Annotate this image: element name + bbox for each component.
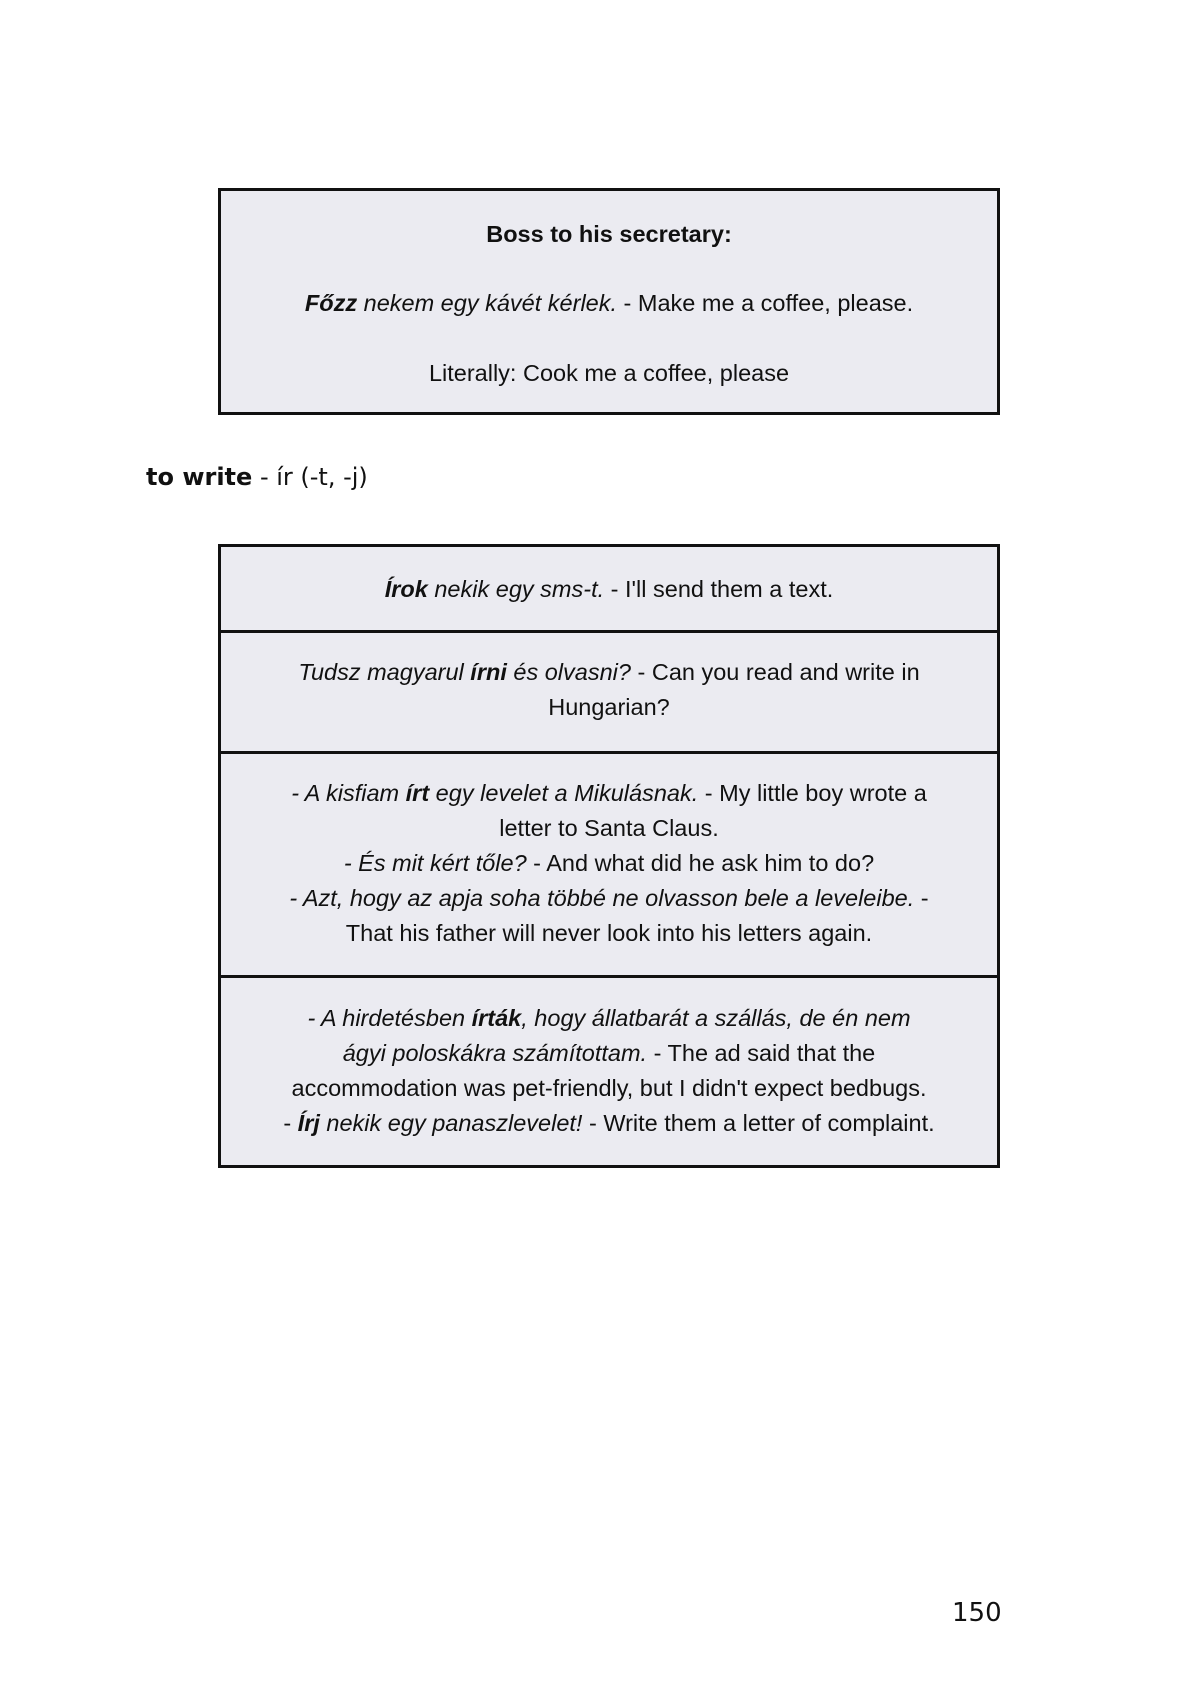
example-verb: Írok	[384, 576, 428, 602]
headword-english: to write	[146, 463, 253, 491]
example-line	[221, 1036, 997, 1071]
example-hungarian: nekik egy sms-t.	[427, 576, 605, 602]
example-translation: Hungarian?	[548, 694, 670, 720]
example-verb: írt	[405, 780, 430, 806]
example-translation: - I'll send them a text.	[604, 576, 834, 602]
example-line	[221, 572, 997, 607]
example-translation: - Can you read and write in	[630, 659, 920, 685]
example-translation: accommodation was pet-friendly, but I didn't expect bedbugs.	[291, 1075, 927, 1101]
example-translation: - And what did he ask him to do?	[526, 850, 875, 876]
example-verb: írni	[470, 659, 507, 685]
example-hungarian: - És mit kért tőle?	[343, 850, 527, 876]
example-table	[218, 544, 1000, 1168]
example-row	[221, 978, 997, 1165]
example-translation: -	[914, 885, 929, 911]
note-title: Boss to his secretary:	[486, 221, 732, 247]
note-example-translation: - Make me a coffee, please.	[617, 290, 914, 316]
example-verb: írták	[471, 1005, 522, 1031]
example-line	[221, 846, 997, 881]
example-line	[221, 776, 997, 811]
note-example-hungarian: nekem egy kávét kérlek.	[357, 290, 618, 316]
example-row	[221, 547, 997, 633]
example-line	[221, 881, 997, 916]
example-line	[221, 1106, 997, 1141]
example-translation: - Write them a letter of complaint.	[582, 1110, 935, 1136]
example-hungarian: Tudsz magyarul	[298, 659, 471, 685]
example-line	[221, 655, 997, 690]
example-dash: -	[283, 1110, 298, 1136]
headword	[146, 463, 368, 491]
example-row	[221, 754, 997, 978]
example-hungarian: - A hirdetésben	[307, 1005, 472, 1031]
example-verb: Írj	[297, 1110, 320, 1136]
example-translation: That his father will never look into his letters again.	[345, 920, 873, 946]
example-translation: - The ad said that the	[647, 1040, 876, 1066]
page-number: 150	[952, 1598, 1002, 1628]
note-box	[218, 188, 1000, 415]
example-translation: - My little boy wrote a	[698, 780, 927, 806]
example-hungarian: nekik egy panaszlevelet!	[319, 1110, 583, 1136]
note-literal: Literally: Cook me a coffee, please	[428, 360, 790, 386]
note-example-verb: Főzz	[304, 290, 358, 316]
example-hungarian: , hogy állatbarát a szállás, de én nem	[521, 1005, 911, 1031]
example-row	[221, 633, 997, 754]
example-hungarian: - Azt, hogy az apja soha többé ne olvasson bele a leveleibe.	[289, 885, 915, 911]
example-line	[221, 1001, 997, 1036]
note-example	[221, 290, 997, 317]
example-hungarian: és olvasni?	[506, 659, 631, 685]
example-hungarian: - A kisfiam	[291, 780, 406, 806]
headword-hungarian: - ír (-t, -j)	[252, 463, 368, 491]
example-translation: letter to Santa Claus.	[499, 815, 719, 841]
example-hungarian: ágyi poloskákra számítottam.	[342, 1040, 648, 1066]
example-hungarian: egy levelet a Mikulásnak.	[429, 780, 699, 806]
